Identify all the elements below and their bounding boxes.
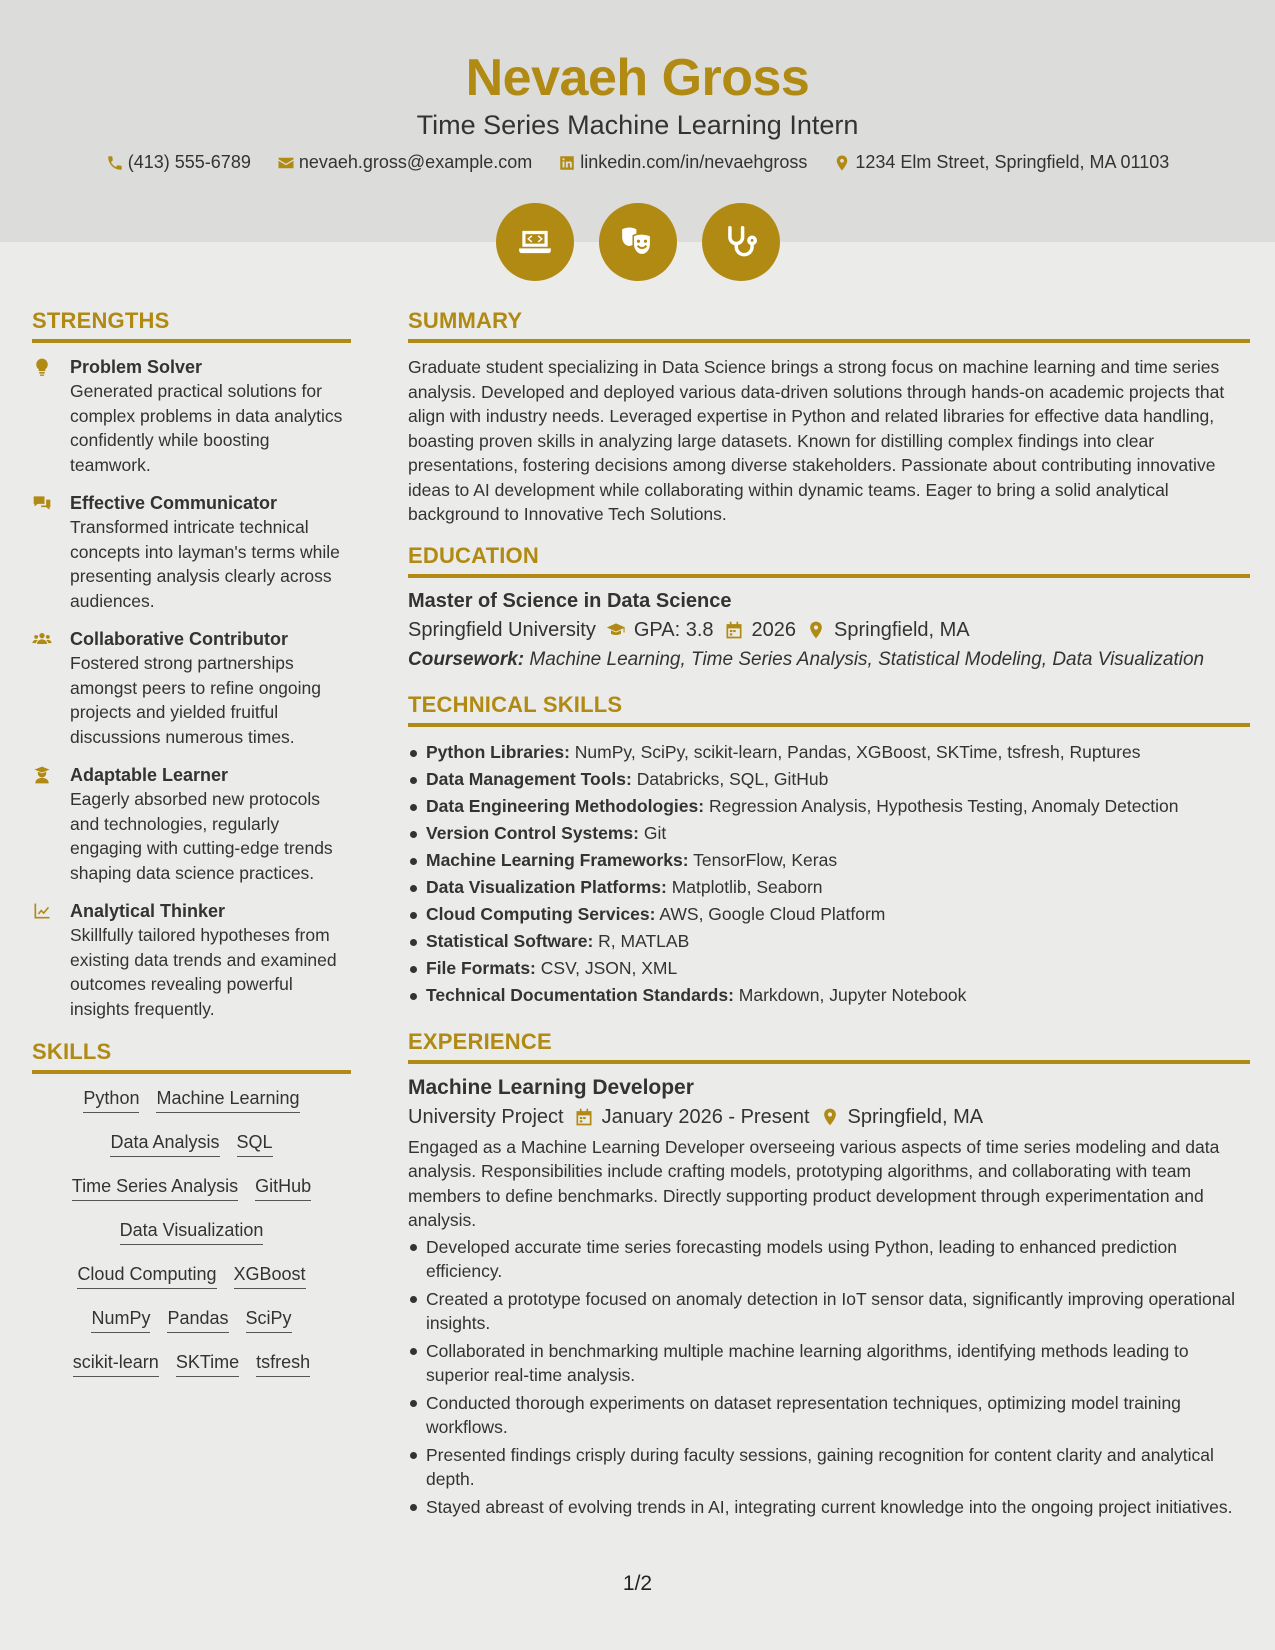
tech-label: Data Visualization Platforms: [426, 876, 667, 897]
edu-degree: Master of Science in Data Science [408, 589, 732, 612]
list-item [408, 982, 1250, 1009]
skill-tag: Time Series Analysis [72, 1174, 238, 1201]
skill-tag: scikit-learn [73, 1350, 159, 1377]
contact-phone[interactable] [106, 152, 251, 173]
contact-bar [0, 152, 1275, 173]
tech-label: Python Libraries: [426, 741, 570, 762]
contact-email[interactable] [277, 152, 532, 173]
job-location: Springfield, MA [847, 1105, 984, 1128]
contact-address-text: 1234 Elm Street, Springfield, MA 01103 [855, 152, 1170, 172]
coursework-list: Machine Learning, Time Series Analysis, Statistical Modeling, Data Visualization [529, 648, 1205, 670]
list-item [408, 874, 1250, 901]
edu-gpa: GPA: 3.8 [633, 618, 714, 641]
chart-line-icon [32, 901, 52, 921]
job-bullets [408, 1235, 1250, 1520]
list-item [408, 739, 1250, 766]
laptop-code-icon [516, 223, 554, 261]
tech-value: NumPy, SciPy, scikit-learn, Pandas, XGBoost, SKTime, tsfresh, Ruptures [574, 741, 1141, 762]
strength-item [32, 355, 351, 477]
candidate-name: Nevaeh Gross [465, 49, 810, 107]
tech-value: TensorFlow, Keras [693, 849, 838, 870]
tech-label: Data Management Tools: [426, 768, 632, 789]
tech-value: Matplotlib, Seaborn [671, 876, 823, 897]
theater-masks-icon [619, 223, 657, 261]
strength-title: Effective Communicator [70, 493, 278, 513]
tech-label: Technical Documentation Standards: [426, 984, 734, 1005]
strength-title: Analytical Thinker [70, 901, 226, 921]
edu-meta [408, 619, 1250, 642]
page-number: 1/2 [622, 1572, 653, 1595]
map-pin-icon [820, 1107, 840, 1127]
skill-tag: SciPy [246, 1306, 292, 1333]
edu-location: Springfield, MA [834, 618, 970, 641]
job-description: Engaged as a Machine Learning Developer overseeing various aspects of time series modeling and data analysis. Responsibilities include crafting models, prototyping algorithms, and collaborating with team members to define benchmarks. Directly supporting product development through experimentation and analysis. [408, 1136, 1220, 1230]
tech-label: Version Control Systems: [426, 822, 639, 843]
list-item [408, 820, 1250, 847]
list-item [408, 766, 1250, 793]
phone-icon [106, 154, 124, 172]
calendar-icon [724, 620, 744, 640]
tech-value: Databricks, SQL, GitHub [636, 768, 829, 789]
summary-text: Graduate student specializing in Data Science brings a strong focus on machine learning and time series analysis. Developed and deployed various data-driven solutions through hands-on academic projects that align with industry needs. Leveraged expertise in Python and related libraries for effective data handling, boasting proven skills in analyzing large datasets. Known for distilling complex findings into clear presentations, fostering decisions among diverse stakeholders. Passionate about contributing innovative ideas to AI development while collaborating within dynamic teams. Eager to bring a solid analytical background to Innovative Tech Solutions. [408, 357, 1225, 524]
contact-address [833, 152, 1169, 173]
strength-item [32, 763, 351, 885]
summary-heading: SUMMARY [408, 308, 1250, 343]
skill-tag: Data Analysis [110, 1130, 219, 1157]
badge-stethoscope [702, 203, 780, 281]
edu-year: 2026 [751, 618, 797, 641]
strength-desc: Generated practical solutions for complex problems in data analytics confidently while boosting teamwork. [70, 381, 343, 475]
map-pin-icon [806, 620, 826, 640]
skill-tag: tsfresh [256, 1350, 310, 1377]
experience-heading: EXPERIENCE [408, 1029, 1250, 1064]
list-item: Developed accurate time series forecasting models using Python, leading to enhanced prediction efficiency. [408, 1235, 1250, 1284]
skill-tag: Pandas [167, 1306, 228, 1333]
skill-tag: GitHub [255, 1174, 311, 1201]
envelope-icon [277, 154, 295, 172]
edu-school: Springfield University [408, 618, 596, 641]
skill-tag: Python [83, 1086, 139, 1113]
comments-icon [32, 493, 52, 513]
list-item: Presented findings crisply during faculty sessions, gaining recognition for content clarity and analytical depth. [408, 1443, 1250, 1492]
badge-laptop-code [496, 203, 574, 281]
technical-skills-list [408, 739, 1250, 1009]
right-column [408, 308, 1250, 1522]
left-column [32, 308, 351, 1394]
strength-item [32, 491, 351, 613]
list-item: Conducted thorough experiments on dataset representation techniques, optimizing model training workflows. [408, 1391, 1250, 1440]
job-meta [408, 1106, 1250, 1129]
skill-tag: Cloud Computing [77, 1262, 216, 1289]
coursework-label: Coursework: [408, 648, 525, 670]
contact-email-text: nevaeh.gross@example.com [298, 152, 533, 172]
tech-value: Regression Analysis, Hypothesis Testing, Anomaly Detection [708, 795, 1179, 816]
list-item [408, 901, 1250, 928]
skill-tag: SKTime [176, 1350, 239, 1377]
list-item [408, 793, 1250, 820]
skills-cloud [32, 1086, 351, 1377]
tech-value: Markdown, Jupyter Notebook [738, 984, 967, 1005]
list-item [408, 955, 1250, 982]
job-title: Machine Learning Developer [408, 1075, 694, 1099]
list-item [408, 847, 1250, 874]
skill-tag: Data Visualization [120, 1218, 264, 1245]
list-item [408, 928, 1250, 955]
contact-linkedin-text: linkedin.com/in/nevaehgross [580, 152, 808, 172]
list-item: Stayed abreast of evolving trends in AI, integrating current knowledge into the ongoing project initiatives. [408, 1495, 1250, 1520]
skill-tag: Machine Learning [156, 1086, 299, 1113]
candidate-role: Time Series Machine Learning Intern [416, 110, 859, 140]
interest-badges [0, 203, 1275, 281]
tech-value: AWS, Google Cloud Platform [659, 903, 886, 924]
lightbulb-icon [32, 357, 52, 377]
tech-label: Data Engineering Methodologies: [426, 795, 705, 816]
tech-value: R, MATLAB [598, 930, 690, 951]
strength-desc: Fostered strong partnerships amongst peers to refine ongoing projects and yielded fruitful discussions numerous times. [70, 653, 321, 747]
education-heading: EDUCATION [408, 543, 1250, 578]
edu-coursework [408, 648, 1250, 672]
strength-item [32, 627, 351, 749]
skill-tag: NumPy [91, 1306, 150, 1333]
strengths-heading: STRENGTHS [32, 308, 351, 343]
tech-label: Machine Learning Frameworks: [426, 849, 689, 870]
strength-title: Problem Solver [70, 357, 203, 377]
tech-label: Cloud Computing Services: [426, 903, 656, 924]
badge-theater-masks [599, 203, 677, 281]
job-org: University Project [408, 1105, 564, 1128]
graduation-cap-icon [606, 620, 626, 640]
users-icon [32, 629, 52, 649]
contact-linkedin[interactable] [558, 152, 807, 173]
technical-skills-heading: TECHNICAL SKILLS [408, 692, 1250, 727]
job-dates: January 2026 - Present [601, 1105, 810, 1128]
skills-heading: SKILLS [32, 1039, 351, 1074]
tech-value: Git [643, 822, 667, 843]
skill-tag: XGBoost [234, 1262, 306, 1289]
strength-title: Adaptable Learner [70, 765, 229, 785]
calendar-icon [574, 1107, 594, 1127]
strength-item [32, 899, 351, 1021]
list-item: Created a prototype focused on anomaly detection in IoT sensor data, significantly improving operational insights. [408, 1287, 1250, 1336]
strength-desc: Eagerly absorbed new protocols and technologies, regularly engaging with cutting-edge trends shaping data science practices. [70, 789, 333, 883]
linkedin-icon [558, 154, 576, 172]
stethoscope-icon [722, 223, 760, 261]
tech-label: Statistical Software: [426, 930, 594, 951]
tech-value: CSV, JSON, XML [540, 957, 678, 978]
user-graduate-icon [32, 765, 52, 785]
map-pin-icon [833, 154, 851, 172]
strength-desc: Transformed intricate technical concepts into layman's terms while presenting analysis clearly across audiences. [70, 517, 340, 611]
tech-label: File Formats: [426, 957, 536, 978]
contact-phone-text: (413) 555-6789 [127, 152, 251, 172]
strength-title: Collaborative Contributor [70, 629, 289, 649]
strength-desc: Skillfully tailored hypotheses from existing data trends and examined outcomes revealing powerful insights frequently. [70, 925, 337, 1019]
skill-tag: SQL [237, 1130, 273, 1157]
list-item: Collaborated in benchmarking multiple machine learning algorithms, identifying methods leading to superior real-time analysis. [408, 1339, 1250, 1388]
